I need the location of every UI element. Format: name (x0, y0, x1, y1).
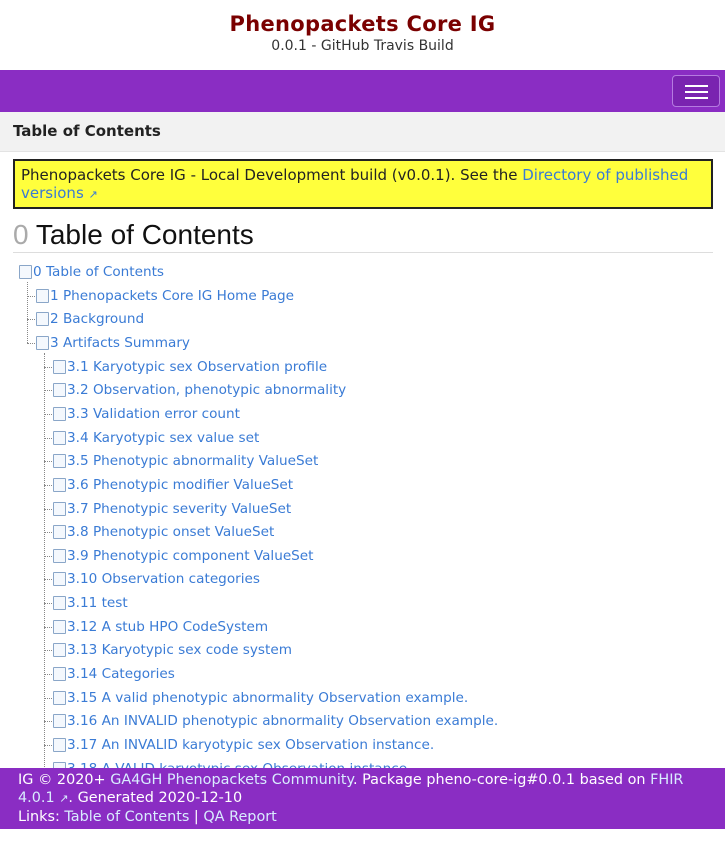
footer-links-label: Links: (18, 809, 65, 825)
toc-link[interactable]: 3 Artifacts Summary (50, 334, 190, 351)
page-icon (53, 478, 66, 492)
footer-generated: . Generated 2020-12-10 (68, 790, 243, 806)
tree-line (27, 296, 35, 297)
tree-line (44, 650, 52, 651)
page-footer (0, 768, 725, 829)
toc-item[interactable] (53, 639, 292, 661)
tree-line (27, 282, 28, 343)
toc-link[interactable]: 3.6 Phenotypic modifier ValueSet (67, 476, 294, 493)
ig-subtitle: 0.0.1 - GitHub Travis Build (271, 38, 454, 54)
published-versions-link[interactable]: Directory of published versions (21, 166, 689, 202)
toc-item[interactable] (53, 616, 268, 638)
external-link-icon: ↗ (59, 792, 69, 805)
page-icon (36, 336, 49, 350)
tree-line (44, 353, 45, 769)
breadcrumb-current: Table of Contents (13, 122, 161, 140)
toc-item[interactable] (53, 734, 434, 756)
toc-link[interactable]: 3.2 Observation, phenotypic abnormality (67, 382, 347, 399)
toc-item[interactable] (53, 356, 327, 378)
qa-report-link[interactable]: QA Report (203, 809, 277, 825)
toc-link[interactable]: 3.1 Karyotypic sex Observation profile (67, 358, 328, 375)
external-link-icon: ↗ (88, 188, 98, 201)
toc-link[interactable]: 3.9 Phenotypic component ValueSet (67, 547, 314, 564)
page-icon (53, 454, 66, 468)
tree-line (44, 414, 52, 415)
toc-link[interactable]: 3.7 Phenotypic severity ValueSet (67, 500, 292, 517)
toc-item[interactable] (53, 379, 346, 401)
toc-link[interactable]: 3.13 Karyotypic sex code system (67, 642, 292, 659)
tree-line (44, 532, 52, 533)
page-icon (53, 407, 66, 421)
toc-item[interactable] (19, 261, 164, 283)
page-icon (36, 289, 49, 303)
page-icon (19, 265, 32, 279)
navbar (0, 70, 725, 112)
breadcrumb (0, 112, 725, 152)
toc-item[interactable] (53, 521, 274, 543)
toc-link[interactable]: 3.17 An INVALID karyotypic sex Observation instance. (67, 737, 435, 753)
page-icon (53, 738, 66, 752)
page-icon (53, 431, 66, 445)
toc-link[interactable]: 3.8 Phenotypic onset ValueSet (67, 524, 275, 541)
tree-line (27, 343, 35, 344)
toc-link[interactable]: 3.14 Categories (67, 666, 175, 683)
tree-line (44, 367, 52, 368)
toc-item[interactable] (53, 568, 260, 590)
toc-item[interactable] (53, 474, 293, 496)
page-icon (53, 383, 66, 397)
toc-item[interactable] (53, 663, 175, 685)
toc-item[interactable] (36, 285, 294, 307)
toc-link[interactable]: 3.4 Karyotypic sex value set (67, 429, 260, 446)
tree-line (44, 627, 52, 628)
build-notice (13, 159, 713, 209)
toc-link[interactable]: 3.12 A stub HPO CodeSystem (67, 618, 269, 635)
toc-link[interactable]: 1 Phenopackets Core IG Home Page (50, 287, 295, 304)
page-title (13, 219, 713, 253)
page-icon (53, 691, 66, 705)
tree-line (44, 461, 52, 462)
toc-link[interactable]: 3.10 Observation categories (67, 571, 260, 588)
page-icon (53, 572, 66, 586)
footer-toc-link[interactable]: Table of Contents (64, 809, 190, 825)
toc-item[interactable] (36, 332, 190, 354)
toc-item[interactable] (36, 308, 144, 330)
hamburger-menu-icon[interactable] (672, 75, 720, 107)
toc-tree (13, 261, 713, 781)
tree-line (44, 603, 52, 604)
fhir-link[interactable]: FHIR 4.0.1 (18, 772, 684, 806)
toc-link[interactable]: 3.11 test (67, 595, 128, 612)
page-icon (53, 502, 66, 516)
page-icon (53, 620, 66, 634)
page-icon (53, 360, 66, 374)
tree-line (44, 556, 52, 557)
toc-link[interactable]: 3.5 Phenotypic abnormality ValueSet (67, 453, 319, 470)
toc-item[interactable] (53, 498, 291, 520)
notice-text: Phenopackets Core IG - Local Development build (v0.0.1). See the (21, 166, 523, 184)
page-icon (53, 643, 66, 657)
toc-link[interactable]: 3.16 An INVALID phenotypic abnormality Observation example. (67, 713, 499, 730)
toc-item[interactable] (53, 592, 128, 614)
page-icon (53, 525, 66, 539)
ig-title: Phenopackets Core IG (229, 12, 496, 36)
page-icon (53, 596, 66, 610)
tree-line (44, 438, 52, 439)
main-content (0, 152, 725, 781)
tree-line (44, 745, 52, 746)
toc-item[interactable] (53, 403, 240, 425)
tree-line (44, 485, 52, 486)
toc-item[interactable] (53, 545, 314, 567)
toc-item[interactable] (53, 687, 468, 709)
toc-item[interactable] (53, 450, 318, 472)
tree-line (44, 674, 52, 675)
toc-link[interactable]: 0 Table of Contents (33, 264, 165, 280)
community-link[interactable]: GA4GH Phenopackets Community (110, 772, 353, 788)
page-header (0, 0, 725, 70)
tree-line (27, 319, 35, 320)
toc-link[interactable]: 3.15 A valid phenotypic abnormality Observation example. (67, 689, 469, 706)
tree-line (44, 721, 52, 722)
page-title-text: Table of Contents (35, 219, 254, 250)
toc-item[interactable] (53, 710, 498, 732)
page-icon (53, 714, 66, 728)
footer-copyright: IG © 2020+ (18, 772, 111, 788)
tree-line (44, 698, 52, 699)
tree-line (44, 509, 52, 510)
page-icon (53, 667, 66, 681)
footer-package: . Package pheno-core-ig#0.0.1 based on (352, 772, 651, 788)
toc-link[interactable]: 2 Background (50, 311, 145, 328)
page-icon (36, 312, 49, 326)
footer-separator: | (189, 809, 204, 825)
page-icon (53, 549, 66, 563)
tree-line (44, 390, 52, 391)
toc-item[interactable] (53, 427, 259, 449)
tree-line (44, 579, 52, 580)
toc-link[interactable]: 3.3 Validation error count (67, 405, 240, 422)
page-title-number: 0 (13, 219, 29, 250)
